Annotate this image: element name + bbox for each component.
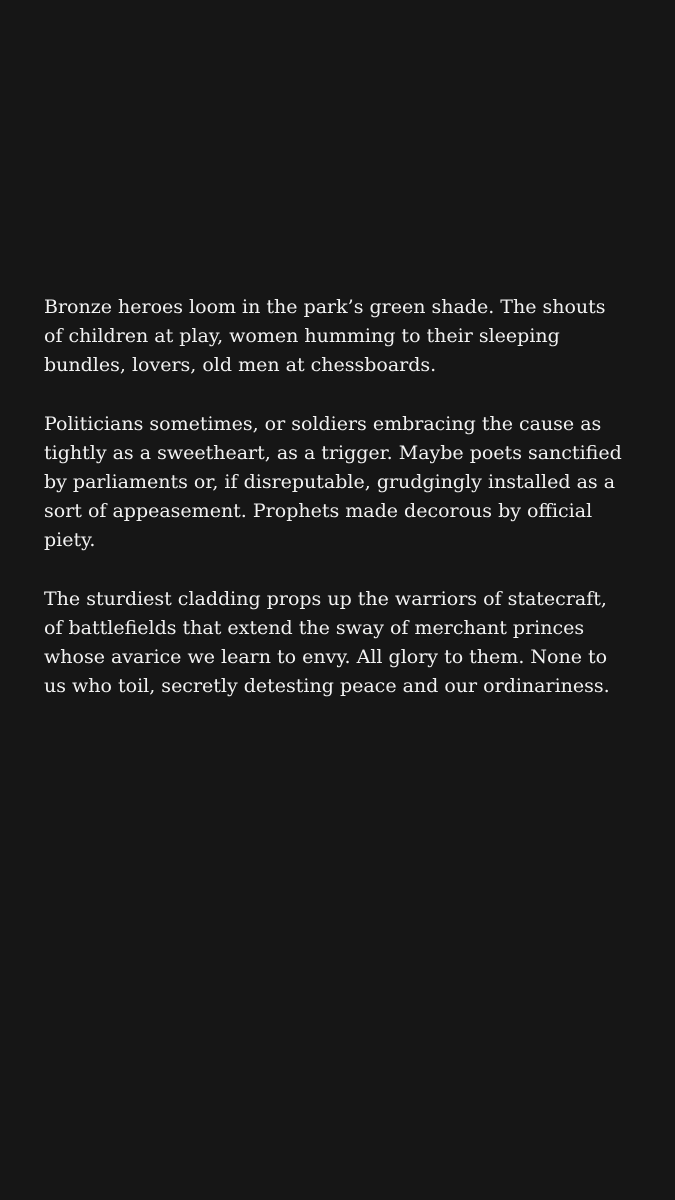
paragraph-2-line-4: sort of appeasement. Prophets made decorous by official: [44, 500, 593, 522]
paragraph-1-line-1: Bronze heroes loom in the park’s green shade. The shouts: [44, 296, 606, 318]
paragraph-3-line-3: whose avarice we learn to envy. All glory to them. None to: [44, 646, 608, 668]
paragraph-2-line-1: Politicians sometimes, or soldiers embracing the cause as: [44, 413, 602, 435]
story-paragraph-3: [44, 585, 644, 701]
paragraph-1-line-3: bundles, lovers, old men at chessboards.: [44, 354, 437, 376]
story-text: [44, 293, 644, 731]
paragraph-2-line-3: by parliaments or, if disreputable, grudgingly installed as a: [44, 471, 616, 493]
paragraph-2-line-2: tightly as a sweetheart, as a trigger. Maybe poets sanctified: [44, 442, 622, 464]
story-paragraph-2: [44, 410, 644, 555]
paragraph-1-line-2: of children at play, women humming to their sleeping: [44, 325, 560, 347]
paragraph-3-line-4: us who toil, secretly detesting peace and our ordinariness.: [44, 675, 610, 697]
paragraph-3-line-1: The sturdiest cladding props up the warriors of statecraft,: [44, 588, 607, 610]
story-paragraph-1: [44, 293, 644, 380]
paragraph-3-line-2: of battlefields that extend the sway of merchant princes: [44, 617, 585, 639]
paragraph-2-line-5: piety.: [44, 529, 96, 551]
